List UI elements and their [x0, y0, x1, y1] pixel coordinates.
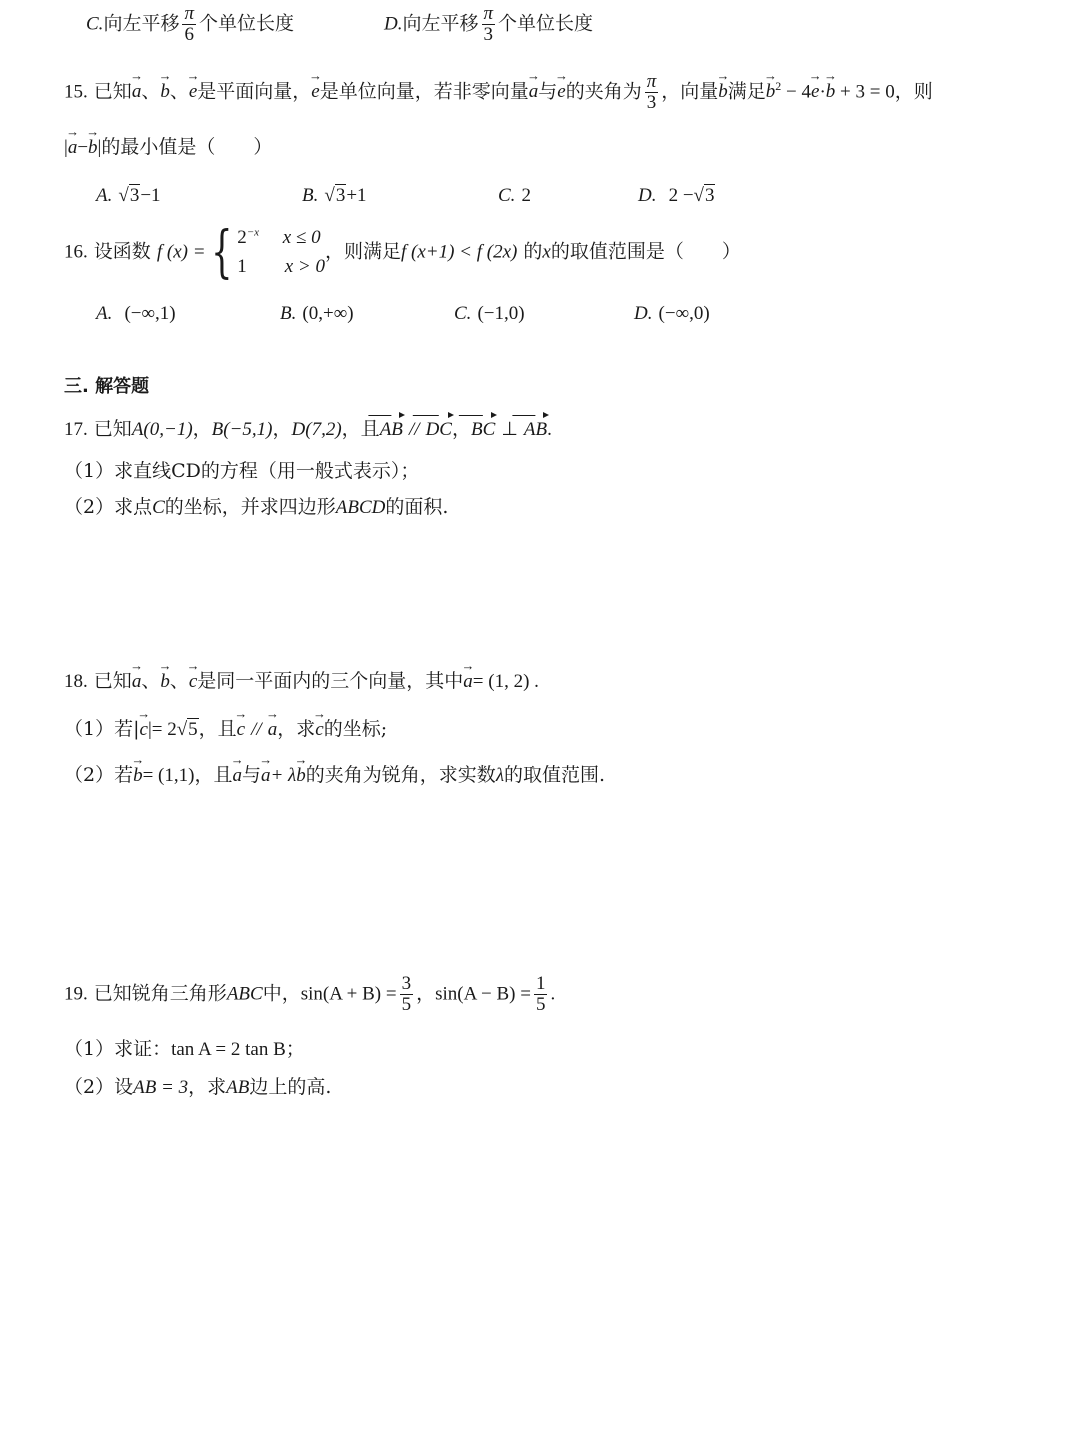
q16-option-b — [280, 302, 354, 326]
point-d: D(7,2) — [291, 419, 342, 440]
q17-sub1: （1）求直线CD的方程（用一般式表示）； — [64, 460, 420, 482]
text: 2 — [521, 185, 531, 206]
vector-b: → b — [296, 764, 306, 788]
option-text: 个单位长度 — [198, 12, 294, 35]
q18-sub1 — [64, 718, 387, 742]
fraction: $\frac{\pi}{3}$ — [646, 71, 657, 113]
q16-option-a — [96, 302, 176, 326]
vector-e: → e — [311, 80, 319, 104]
q16-stem — [64, 219, 741, 285]
point-c: C — [152, 497, 165, 518]
segment-ab: AB — [226, 1077, 250, 1098]
q15-option-d — [638, 184, 715, 208]
text: 的夹角为 — [565, 80, 642, 103]
vector-b: → b — [766, 80, 776, 104]
perp-symbol: ⊥ — [501, 419, 518, 440]
text: 的 — [523, 240, 543, 263]
option-label: C. — [454, 303, 472, 324]
text: ， — [416, 982, 436, 1005]
text: ，且 — [341, 418, 380, 440]
vector-b: → b — [160, 670, 170, 694]
q15-option-b — [302, 184, 367, 208]
vector-e: → e — [811, 80, 819, 104]
text: 、 — [141, 670, 161, 692]
text: 的最小值是（ ） — [101, 136, 273, 158]
text: + 3 = 0 — [835, 81, 895, 103]
triangle-abc: ABC — [226, 983, 263, 1005]
text: +1 — [346, 185, 367, 206]
option-text: 向左平移 — [103, 12, 180, 35]
brace: { — [210, 219, 233, 285]
text: 是平面向量， — [197, 80, 312, 103]
q16-option-d — [634, 302, 710, 326]
text: 的取值范围是（ ） — [550, 240, 741, 263]
vector-ab: AB — [523, 419, 548, 440]
lambda: λ — [495, 765, 505, 786]
text: 是单位向量，若非零向量 — [319, 80, 529, 103]
inequality: f (x+1) < f (2x) — [400, 241, 518, 263]
text: ，且 — [198, 718, 237, 740]
option-label: D. — [638, 185, 657, 206]
text: | — [97, 137, 102, 158]
text: ，则满足 — [324, 240, 401, 263]
option-label: A. — [96, 185, 113, 206]
text: −1 — [140, 185, 161, 206]
expr: sin(A − B) = — [435, 983, 531, 1005]
variable: x — [542, 241, 551, 263]
text: 的坐标; — [323, 718, 388, 740]
text: 、 — [169, 80, 189, 103]
point-b: B(−5,1) — [211, 419, 273, 440]
option-label: C. — [86, 13, 104, 35]
question-number: 17. — [64, 419, 88, 440]
q16-option-c — [454, 302, 525, 326]
superscript: 2 — [775, 79, 782, 94]
text: = (1,1)，且 — [142, 765, 233, 786]
q15-stem-line2 — [64, 136, 272, 160]
expr: sin(A + B) = — [300, 983, 397, 1005]
question-number: 16. — [64, 241, 88, 263]
text: 已知 — [93, 670, 132, 692]
text: 的夹角为锐角，求实数 — [305, 764, 496, 786]
sqrt: √3 — [693, 185, 715, 206]
q18-stem — [64, 670, 539, 694]
fraction: $\frac{3}{5}$ — [401, 973, 412, 1015]
text: 的坐标，并求四边形 — [164, 496, 336, 518]
text: | — [64, 137, 68, 158]
text: (−∞,1) — [124, 303, 176, 324]
text: ； — [285, 1038, 305, 1060]
sqrt: √5 — [176, 719, 198, 740]
quad-abcd: ABCD — [335, 497, 386, 518]
text: ，则 — [894, 80, 933, 103]
text: 、 — [169, 670, 189, 692]
text: (0,+∞) — [302, 303, 354, 324]
text: 边上的高. — [249, 1076, 332, 1098]
text: ， — [272, 418, 292, 440]
text: 中， — [262, 982, 301, 1005]
text: （2）求点 — [64, 496, 153, 518]
text: 与 — [538, 80, 558, 103]
text: 满足 — [727, 80, 766, 103]
text: ，向量 — [661, 80, 719, 103]
vector-a: → a — [232, 764, 242, 788]
text: 是同一平面内的三个向量，其中 — [197, 670, 464, 692]
parallel-symbol: // — [408, 419, 420, 440]
section-heading: 三. 解答题 — [64, 376, 150, 397]
vector-a: → a — [132, 80, 142, 104]
vector-c: → c — [237, 718, 245, 742]
vector-a: → a — [268, 718, 278, 742]
vector-c: → c — [140, 718, 148, 742]
vector-a: → a — [261, 764, 271, 788]
text: 已知 — [93, 418, 132, 440]
q17-sub2 — [64, 496, 448, 520]
text: (−∞,0) — [658, 303, 710, 324]
vector-a: → a — [132, 670, 142, 694]
vector-b: → b — [718, 80, 728, 104]
vector-a: → a — [529, 80, 539, 104]
sqrt: √3 — [324, 185, 346, 206]
text: (−1,0) — [477, 303, 525, 324]
q19-sub1 — [64, 1038, 305, 1062]
fraction: $\frac{\pi}{6}$ — [184, 3, 194, 45]
expr: tan A = 2 tan B — [171, 1039, 286, 1060]
q15-stem — [64, 72, 933, 113]
text: ，求 — [188, 1076, 227, 1098]
text: = (1, 2) . — [472, 671, 539, 692]
text: （1）求证： — [64, 1038, 172, 1060]
option-text: 个单位长度 — [498, 12, 594, 35]
question-number: 18. — [64, 671, 88, 692]
text: 的面积. — [385, 496, 449, 518]
q18-sub2 — [64, 764, 605, 788]
text: 、 — [141, 80, 161, 103]
sqrt: √3 — [118, 185, 140, 206]
option-label: C. — [498, 185, 516, 206]
text: 已知锐角三角形 — [93, 982, 227, 1005]
q15-option-a — [96, 184, 161, 208]
text: ， — [192, 418, 212, 440]
vector-b: → b — [826, 80, 836, 104]
text: 与 — [241, 764, 261, 786]
vector-c: → c — [189, 670, 197, 694]
text: 的取值范围. — [504, 764, 606, 786]
vector-b: → b — [88, 136, 98, 160]
vector-a: → a — [463, 670, 473, 694]
question-number: 19. — [64, 983, 88, 1005]
vector-e: → e — [189, 80, 197, 104]
vector-b: → b — [133, 764, 143, 788]
vector-ab: AB — [379, 419, 403, 440]
parallel-symbol: // — [251, 719, 262, 740]
text: ，求 — [277, 718, 316, 740]
q14-option-d — [384, 4, 593, 45]
text: （2）设 — [64, 1076, 134, 1098]
q19-sub2 — [64, 1076, 331, 1100]
option-label: A. — [96, 303, 113, 324]
text: . — [547, 419, 552, 440]
vector-c: → c — [315, 718, 323, 742]
text: 设函数 — [93, 240, 151, 263]
text: （1）若| — [64, 718, 140, 740]
q14-option-c — [86, 4, 294, 45]
option-label: D. — [384, 13, 403, 35]
text: ， — [451, 418, 471, 440]
piecewise-cases: $2^{-x}$ x ≤ 0 1 x > 0 — [237, 226, 325, 277]
text: · — [819, 81, 826, 103]
vector-b: → b — [160, 80, 170, 104]
text: 已知 — [93, 80, 132, 103]
vector-dc: DC — [425, 419, 452, 440]
fraction: $\frac{1}{5}$ — [535, 973, 546, 1015]
q15-option-c — [498, 184, 531, 208]
point-a: A(0,−1) — [131, 419, 193, 440]
text: 2 − — [668, 185, 694, 206]
vector-a: → a — [68, 136, 78, 160]
text: − — [77, 137, 89, 158]
option-label: B. — [280, 303, 297, 324]
vector-bc: BC — [470, 419, 496, 440]
fraction: $\frac{\pi}{3}$ — [483, 3, 494, 45]
option-label: D. — [634, 303, 653, 324]
text: . — [550, 983, 556, 1005]
text: + λ — [270, 765, 297, 786]
option-text: 向左平移 — [402, 12, 479, 35]
text: （2）若 — [64, 764, 134, 786]
text: |= 2 — [147, 719, 177, 740]
function-expr: f (x) = — [156, 241, 206, 263]
q19-stem — [64, 974, 555, 1015]
expr: AB = 3 — [133, 1077, 189, 1098]
q17-stem — [64, 418, 552, 442]
text: − 4 — [781, 81, 811, 103]
option-label: B. — [302, 185, 319, 206]
vector-e: → e — [557, 80, 565, 104]
question-number: 15. — [64, 81, 88, 103]
